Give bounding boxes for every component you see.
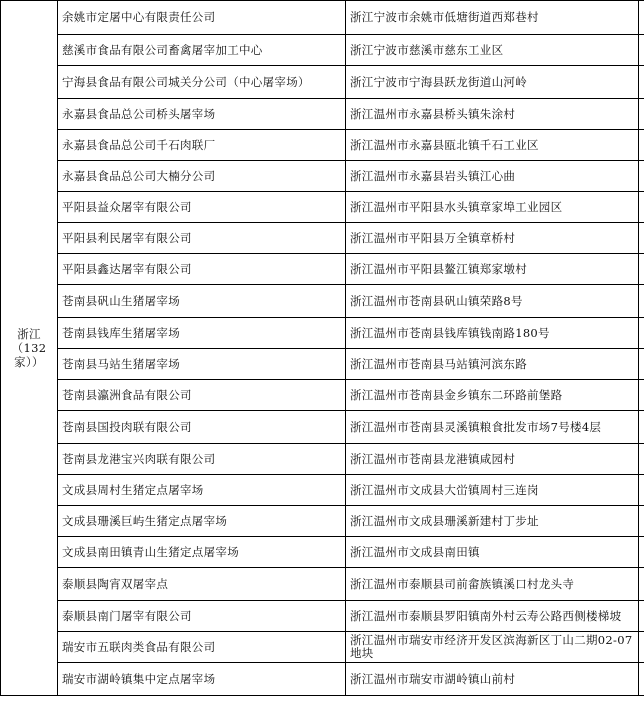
- company-name-cell: 文成县周村生猪定点屠宰场: [58, 475, 346, 506]
- company-name-cell: 苍南县矾山生猪屠宰场: [58, 285, 346, 318]
- table-row: [1, 444, 644, 475]
- company-name-cell: 瑞安市湖岭镇集中定点屠宰场: [58, 663, 346, 696]
- address-cell: 浙江宁波市余姚市低塘街道西郑巷村: [346, 1, 639, 35]
- blank-cell: [639, 411, 644, 444]
- blank-cell: [639, 318, 644, 349]
- company-name-cell: 慈溪市食品有限公司畜禽屠宰加工中心: [58, 35, 346, 66]
- table-row: [1, 254, 644, 285]
- address-cell: 浙江温州市瑞安市湖岭镇山前村: [346, 663, 639, 696]
- address-cell: 浙江温州市永嘉县桥头镇朱涂村: [346, 99, 639, 130]
- blank-cell: [639, 349, 644, 380]
- company-name-cell: 余姚市定屠中心有限责任公司: [58, 1, 346, 35]
- table-row: [1, 632, 644, 663]
- address-cell: 浙江温州市泰顺县罗阳镇南外村云寿公路西侧楼梯坡: [346, 601, 639, 632]
- address-cell: 浙江温州市苍南县金乡镇东二环路前堡路: [346, 380, 639, 411]
- table-body: [1, 1, 644, 696]
- company-name-cell: 泰顺县南门屠宰有限公司: [58, 601, 346, 632]
- address-cell: 浙江温州市苍南县灵溪镇粮食批发市场7号楼4层: [346, 411, 639, 444]
- table-row: [1, 192, 644, 223]
- address-cell: 浙江温州市泰顺县司前畲族镇溪口村龙头寺: [346, 568, 639, 601]
- company-name-cell: 永嘉县食品总公司桥头屠宰场: [58, 99, 346, 130]
- company-name-cell: 平阳县益众屠宰有限公司: [58, 192, 346, 223]
- address-cell: 浙江宁波市宁海县跃龙街道山河岭: [346, 66, 639, 99]
- blank-cell: [639, 130, 644, 161]
- blank-cell: [639, 663, 644, 696]
- table-row: [1, 318, 644, 349]
- address-cell: 浙江温州市平阳县鳌江镇郑家墩村: [346, 254, 639, 285]
- region-label: [12, 327, 47, 369]
- company-name-cell: 苍南县国投肉联有限公司: [58, 411, 346, 444]
- company-name-cell: 平阳县利民屠宰有限公司: [58, 223, 346, 254]
- blank-cell: [639, 223, 644, 254]
- address-cell: 浙江温州市永嘉县瓯北镇千石工业区: [346, 130, 639, 161]
- company-name-cell: 泰顺县陶宵双屠宰点: [58, 568, 346, 601]
- table-row: [1, 99, 644, 130]
- table-row: [1, 475, 644, 506]
- address-text: 浙江温州市瑞安市经济开发区滨海新区丁山二期02-07地块: [350, 633, 633, 660]
- table-row: [1, 223, 644, 254]
- table-row: [1, 1, 644, 35]
- address-cell: 浙江温州市平阳县水头镇章家埠工业园区: [346, 192, 639, 223]
- company-name-cell: 永嘉县食品总公司千石肉联厂: [58, 130, 346, 161]
- company-name-cell: 永嘉县食品总公司大楠分公司: [58, 161, 346, 192]
- blank-cell: [639, 380, 644, 411]
- blank-cell: [639, 192, 644, 223]
- table-row: [1, 285, 644, 318]
- address-cell: 浙江宁波市慈溪市慈东工业区: [346, 35, 639, 66]
- region-cell: [1, 1, 58, 696]
- region-line3: 家））: [14, 355, 44, 369]
- blank-cell: [639, 99, 644, 130]
- blank-cell: [639, 537, 644, 568]
- blank-cell: [639, 66, 644, 99]
- address-cell: 浙江温州市文成县大峃镇周村三连岗: [346, 475, 639, 506]
- table-row: [1, 537, 644, 568]
- table-row: [1, 380, 644, 411]
- address-cell: 浙江温州市平阳县万全镇章桥村: [346, 223, 639, 254]
- address-cell: 浙江温州市文成县南田镇: [346, 537, 639, 568]
- blank-cell: [639, 475, 644, 506]
- address-cell: 浙江温州市苍南县马站镇河滨东路: [346, 349, 639, 380]
- blank-cell: [639, 35, 644, 66]
- table-row: [1, 568, 644, 601]
- blank-cell: [639, 161, 644, 192]
- table-row: [1, 66, 644, 99]
- region-line2: （132: [11, 341, 47, 355]
- address-cell: [346, 632, 639, 663]
- address-cell: 浙江温州市文成县珊溪新建村丁步址: [346, 506, 639, 537]
- company-name-cell: 瑞安市五联肉类食品有限公司: [58, 632, 346, 663]
- table-row: [1, 349, 644, 380]
- table-row: [1, 506, 644, 537]
- company-name-cell: 苍南县瀛洲食品有限公司: [58, 380, 346, 411]
- region-line1: 浙江: [17, 327, 41, 341]
- blank-cell: [639, 506, 644, 537]
- blank-cell: [639, 601, 644, 632]
- company-name-cell: 宁海县食品有限公司城关分公司（中心屠宰场）: [58, 66, 346, 99]
- blank-cell: [639, 632, 644, 663]
- address-cell: 浙江温州市苍南县矾山镇荣路8号: [346, 285, 639, 318]
- address-cell: 浙江温州市苍南县龙港镇咸园村: [346, 444, 639, 475]
- blank-cell: [639, 285, 644, 318]
- table-row: [1, 130, 644, 161]
- company-name-cell: 苍南县龙港宝兴肉联有限公司: [58, 444, 346, 475]
- table-row: [1, 411, 644, 444]
- blank-cell: [639, 254, 644, 285]
- company-name-cell: 平阳县鑫达屠宰有限公司: [58, 254, 346, 285]
- table-row: [1, 663, 644, 696]
- blank-cell: [639, 1, 644, 35]
- table-row: [1, 601, 644, 632]
- blank-cell: [639, 568, 644, 601]
- blank-cell: [639, 444, 644, 475]
- table-row: [1, 35, 644, 66]
- company-name-cell: 苍南县钱库生猪屠宰场: [58, 318, 346, 349]
- table-row: [1, 161, 644, 192]
- company-name-cell: 文成县南田镇青山生猪定点屠宰场: [58, 537, 346, 568]
- company-name-cell: 苍南县马站生猪屠宰场: [58, 349, 346, 380]
- company-name-cell: 文成县珊溪巨屿生猪定点屠宰场: [58, 506, 346, 537]
- address-cell: 浙江温州市永嘉县岩头镇江心曲: [346, 161, 639, 192]
- address-cell: 浙江温州市苍南县钱库镇钱南路180号: [346, 318, 639, 349]
